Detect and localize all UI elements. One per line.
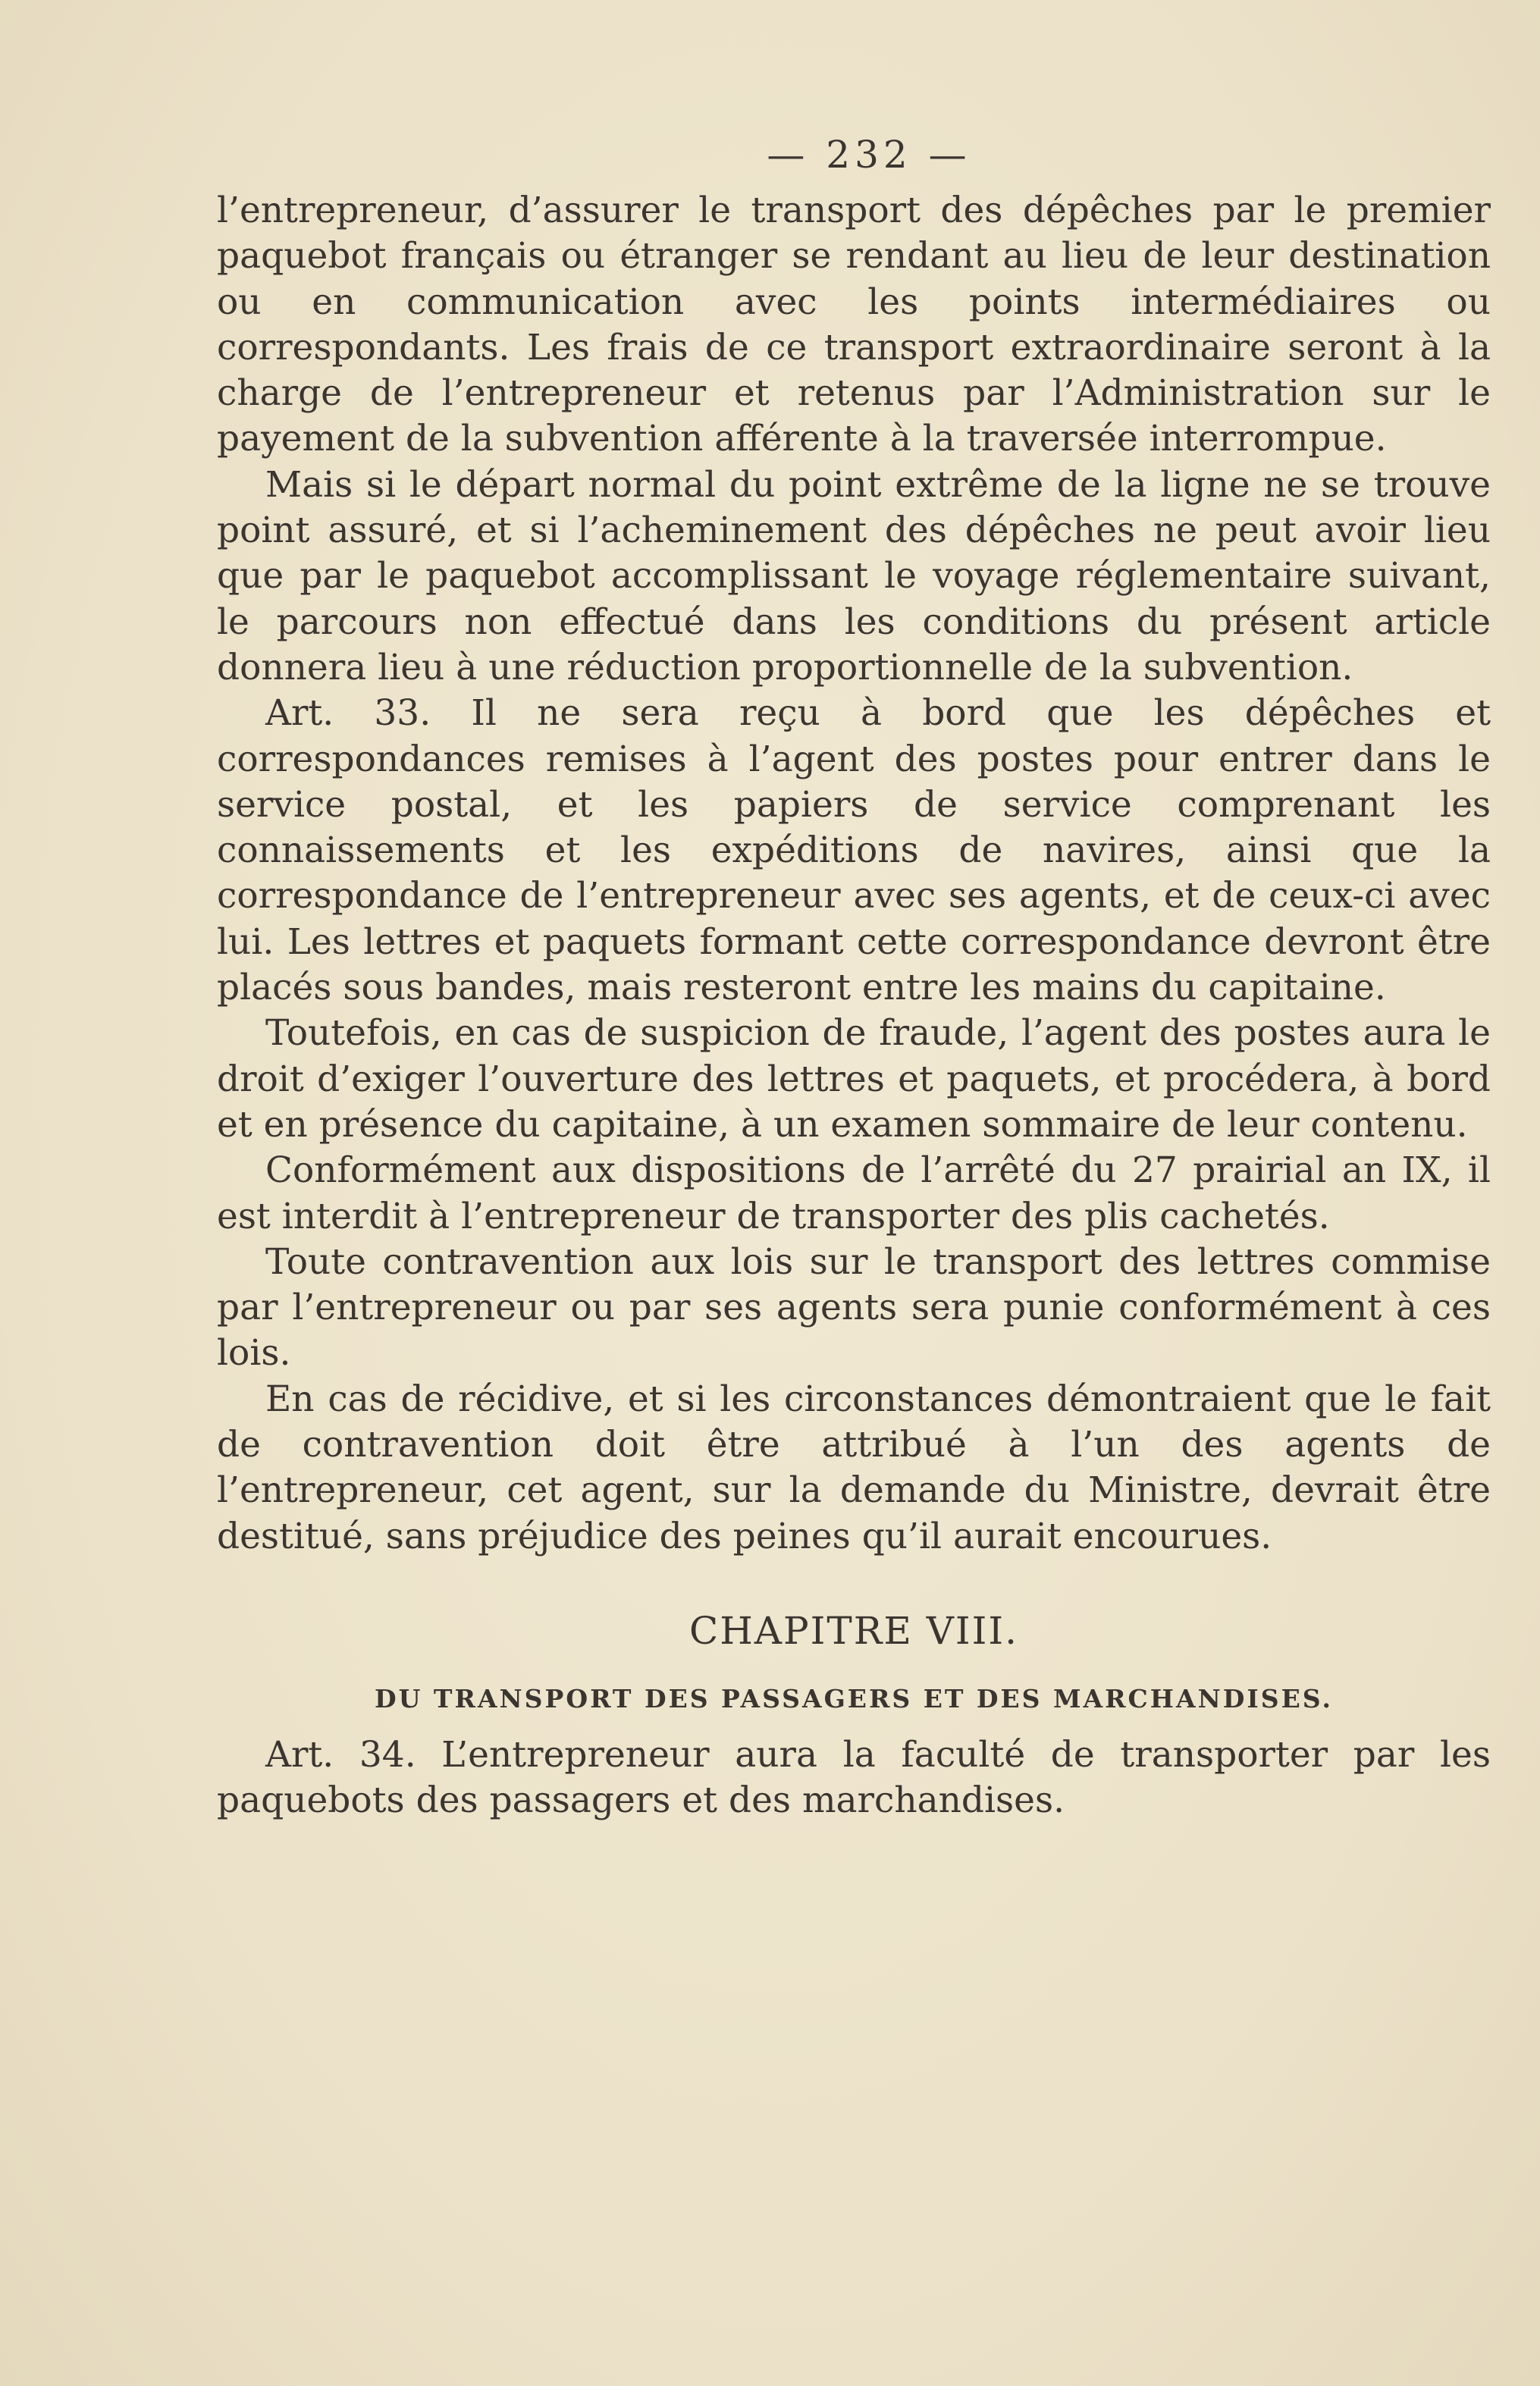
paragraph-suspicion-fraude: Toutefois, en cas de suspicion de fraude, l’agent des postes aura le droit d’exiger l’ouverture des lettres et paquets, et procédera, à bord et en présence du capitaine, à un examen sommaire de leur contenu.: [217, 1012, 1491, 1146]
paragraph-article-34: Art. 34. L’entrepreneur aura la faculté de transporter par les paquebots des passagers et des marchandises.: [217, 1733, 1491, 1822]
page-text-block: [217, 130, 1491, 1824]
paragraph-continued: l’entrepreneur, d’assurer le transport des dépêches par le premier paquebot français ou étranger se rendant au lieu de leur destination ou en communication avec les points intermédiaires ou correspondants. Les frais de ce transport extraordinaire seront à la charge de l’entrepreneur et retenus par l’Administration sur le payement de la subvention afférente à la traversée interrompue.: [217, 190, 1491, 460]
paragraph-article-33: Art. 33. Il ne sera reçu à bord que les dépêches et correspondances remises à l’agent des postes pour entrer dans le service postal, et les papiers de service comprenant les connaissements et les expéditions de navires, ainsi que la correspondance de l’entrepreneur avec ses agents, et de ceux-ci avec lui. Les lettres et paquets formant cette correspondance devront être placés sous bandes, mais resteront entre les mains du capitaine.: [217, 692, 1491, 1009]
chapter-subtitle: DU TRANSPORT DES PASSAGERS ET DES MARCHANDISES.: [375, 1683, 1333, 1713]
paragraph-contravention: Toute contravention aux lois sur le transport des lettres commise par l’entrepreneur ou par ses agents sera punie conformément à ces lois.: [217, 1240, 1491, 1375]
page-number: — 232 —: [767, 133, 971, 177]
paragraph-recidive: En cas de récidive, et si les circonstances démontraient que le fait de contravention doit être attribué à l’un des agents de l’entrepreneur, cet agent, sur la demande du Ministre, devrait être destitué, sans préjudice des peines qu’il aurait encourues.: [217, 1378, 1491, 1557]
chapter-title: CHAPITRE VIII.: [688, 1608, 1018, 1653]
paragraph-depart-normal: Mais si le départ normal du point extrême de la ligne ne se trouve point assuré, et si l’acheminement des dépêches ne peut avoir lieu que par le paquebot accomplissant le voyage réglementaire suivant, le parcours non effectué dans les conditions du présent article donnera lieu à une réduction proportionnelle de la subvention.: [217, 463, 1491, 688]
paragraph-plis-cachetes: Conformément aux dispositions de l’arrêté du 27 prairial an IX, il est interdit à l’entrepreneur de transporter des plis cachetés.: [217, 1149, 1491, 1237]
